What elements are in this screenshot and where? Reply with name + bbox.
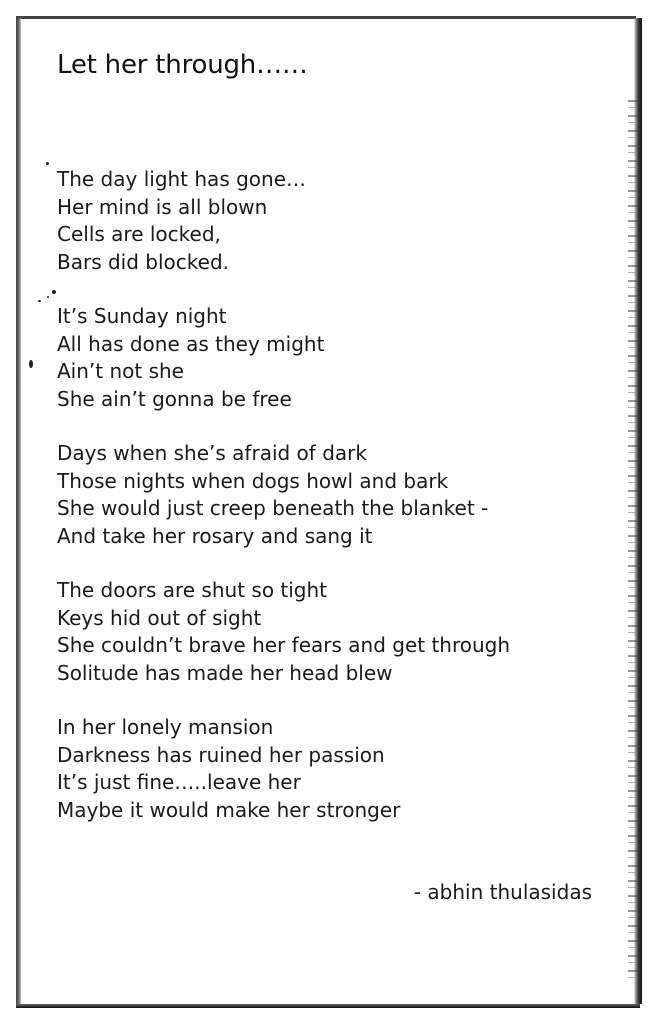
ink-speck <box>47 296 49 298</box>
stanza <box>57 577 510 687</box>
poem-line: Bars did blocked. <box>57 249 229 274</box>
poem-line: In her lonely mansion <box>57 715 274 739</box>
poem-line: It’s Sunday night <box>57 304 227 328</box>
poem-line: And take her rosary and sang it <box>57 523 373 548</box>
poem-author: - abhin thulasidas <box>413 880 592 904</box>
stanza <box>57 440 510 550</box>
poem-line: The day light has gone… <box>57 167 307 191</box>
poem-line: All has done as they might <box>57 331 325 356</box>
poem-line: Solitude has made her head blew <box>57 660 393 685</box>
poem-line: Her mind is all blown <box>57 194 268 219</box>
poem-line: It’s just fine…..leave her <box>57 770 301 794</box>
poem-line: She couldn’t brave her fears and get through <box>57 633 511 657</box>
frame-left-border <box>16 18 21 1006</box>
ink-speck <box>46 162 49 165</box>
stanza <box>57 166 510 276</box>
poem-line: Days when she’s afraid of dark <box>57 441 367 465</box>
poem-title: Let her through…… <box>57 50 308 80</box>
stanza <box>57 303 510 413</box>
poem-line: Cells are locked, <box>57 222 221 246</box>
poem-line: She would just creep beneath the blanket - <box>57 496 489 520</box>
frame-bottom-border <box>16 1004 640 1008</box>
poem-line: Ain’t not she <box>57 359 184 383</box>
ink-speck <box>52 290 56 294</box>
stanza <box>57 714 510 824</box>
frame-right-grain <box>628 100 638 980</box>
poem-line: Darkness has ruined her passion <box>57 742 385 767</box>
poem-line: Maybe it would make her stronger <box>57 797 401 822</box>
poem-line: Those nights when dogs howl and bark <box>57 468 449 493</box>
poem-body <box>57 166 510 851</box>
poem-line: Keys hid out of sight <box>57 605 262 630</box>
ink-speck <box>29 360 33 368</box>
frame-top-border <box>16 16 636 19</box>
poem-line: The doors are shut so tight <box>57 578 328 602</box>
ink-speck <box>38 300 41 302</box>
poem-line: She ain’t gonna be free <box>57 386 292 411</box>
